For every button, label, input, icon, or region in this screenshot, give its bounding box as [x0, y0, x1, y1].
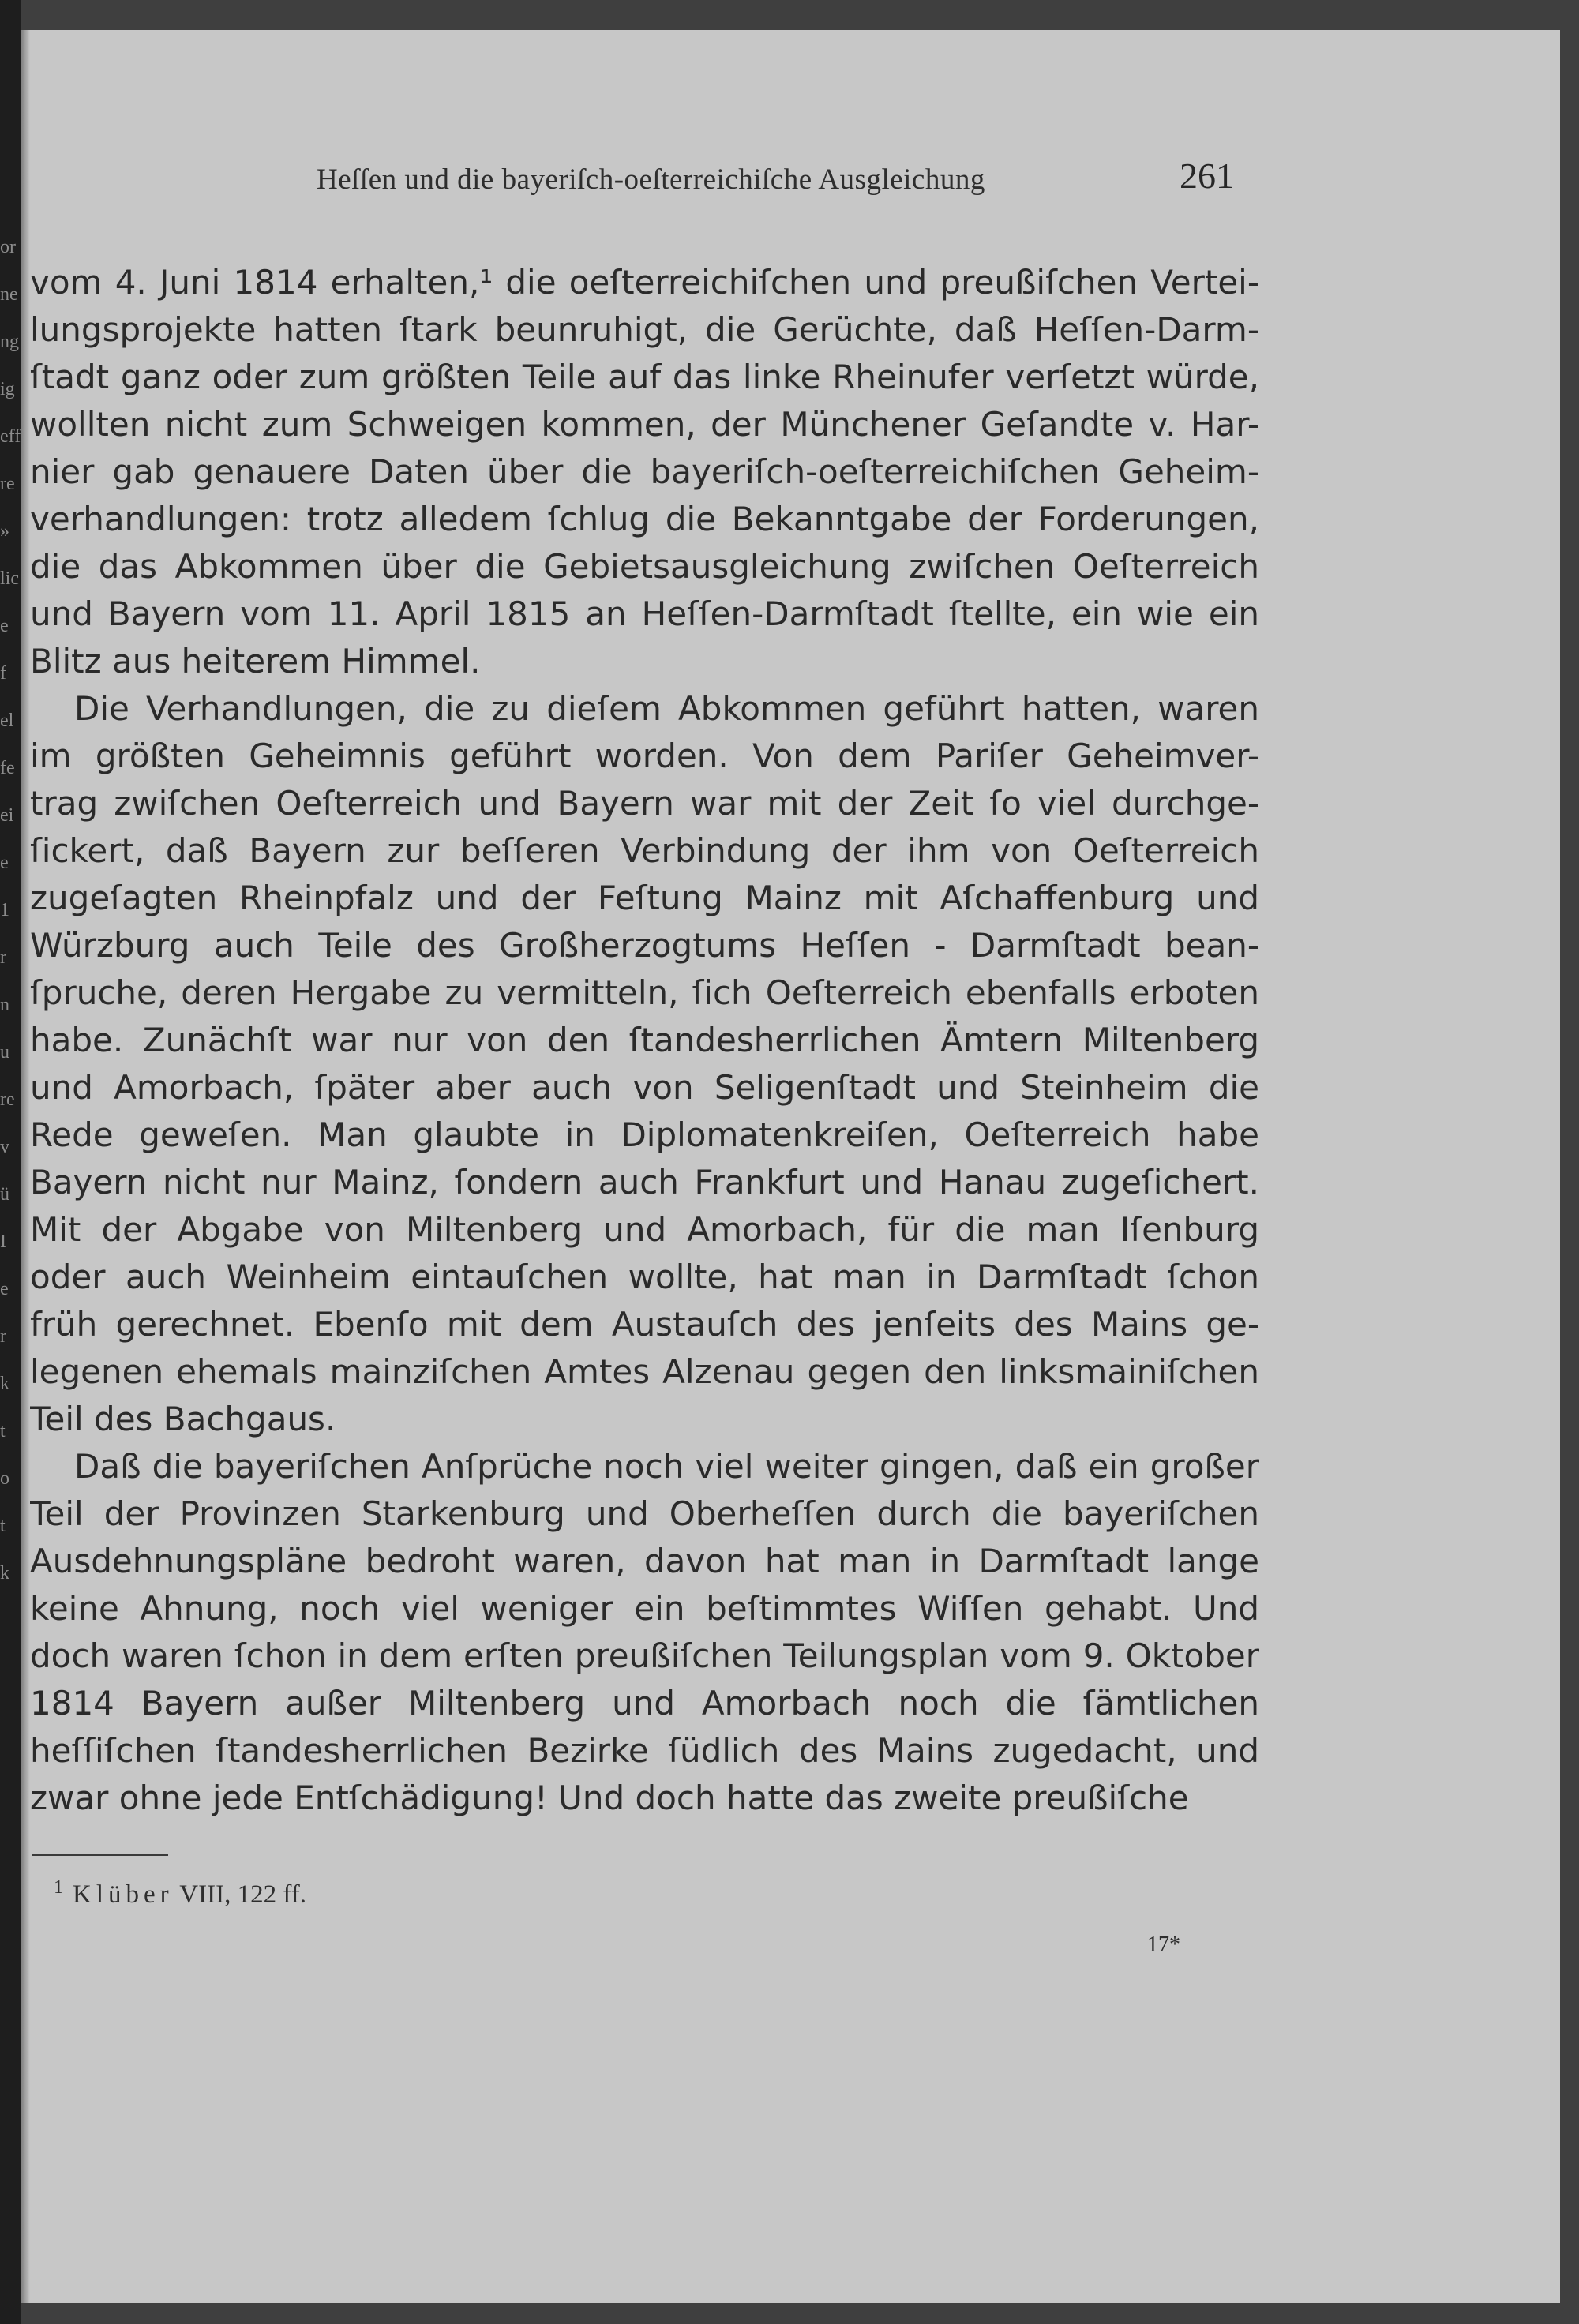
margin-fragment: n	[0, 995, 9, 1015]
footnote-rule	[32, 1854, 168, 1856]
running-head: Heſſen und die bayeriſch-oeſterreichiſche Ausgleichung	[317, 163, 985, 196]
text-line: wollten nicht zum Schweigen kommen, der Münchener Geſandte v. Har-	[30, 405, 1259, 444]
text-line: trag zwiſchen Oeſterreich und Bayern war mit der Zeit ſo viel durchge-	[30, 784, 1259, 823]
text-line: und Amorbach, ſpäter aber auch von Seligenſtadt und Steinheim die	[30, 1068, 1259, 1107]
text-line: früh gerechnet. Ebenſo mit dem Austauſch des jenſeits des Mains ge-	[30, 1305, 1259, 1344]
margin-fragment: fe	[0, 758, 15, 778]
text-line: verhandlungen: trotz alledem ſchlug die Bekanntgabe der Forderungen,	[30, 500, 1259, 538]
text-line: Rede geweſen. Man glaubte in Diplomatenkreiſen, Oeſterreich habe	[30, 1115, 1259, 1154]
text-line: Bayern nicht nur Mainz, ſondern auch Frankfurt und Hanau zugeſichert.	[30, 1163, 1259, 1201]
margin-fragment: I	[0, 1231, 6, 1252]
margin-fragment: 1	[0, 900, 9, 920]
margin-fragment: lic	[0, 568, 19, 589]
text-line: Ausdehnungspläne bedroht waren, davon hat man in Darmſtadt lange	[30, 1542, 1259, 1580]
margin-fragment: e	[0, 853, 9, 873]
margin-fragment: k	[0, 1563, 9, 1584]
text-line: Teil des Bachgaus.	[30, 1400, 336, 1438]
text-line: zugeſagten Rheinpfalz und der Feſtung Mainz mit Aſchaffenburg und	[30, 879, 1259, 917]
text-line: zwar ohne jede Entſchädigung! Und doch hatte das zweite preußiſche	[30, 1779, 1189, 1817]
margin-fragment: »	[0, 521, 9, 542]
margin-fragment: r	[0, 1326, 6, 1347]
margin-fragment: ne	[0, 284, 18, 305]
footnote	[54, 1877, 306, 1910]
margin-fragment: or	[0, 237, 16, 257]
margin-fragment: el	[0, 710, 14, 731]
margin-fragment: u	[0, 1042, 9, 1063]
page-number: 261	[1180, 156, 1234, 196]
book-page	[21, 30, 1560, 2303]
text-line: nier gab genauere Daten über die bayeriſch-oeſterreichiſchen Geheim-	[30, 452, 1259, 491]
footnote-reference: VIII, 122 ff.	[179, 1880, 306, 1909]
text-line: Teil der Provinzen Starkenburg und Oberheſſen durch die bayeriſchen	[30, 1494, 1259, 1533]
text-line: die das Abkommen über die Gebietsausgleichung zwiſchen Oeſterreich	[30, 547, 1259, 586]
text-line: habe. Zunächſt war nur von den ſtandesherrlichen Ämtern Miltenberg	[30, 1021, 1259, 1059]
text-line: Daß die bayeriſchen Anſprüche noch viel weiter gingen, daß ein großer	[74, 1447, 1259, 1486]
margin-fragment: ei	[0, 805, 14, 826]
text-line: ſickert, daß Bayern zur beſſeren Verbindung der ihm von Oeſterreich	[30, 831, 1259, 870]
text-line: heſſiſchen ſtandesherrlichen Bezirke ſüdlich des Mains zugedacht, und	[30, 1731, 1259, 1770]
text-line: und Bayern vom 11. April 1815 an Heſſen-Darmſtadt ſtellte, ein wie ein	[30, 594, 1259, 633]
text-line: ſtadt ganz oder zum größten Teile auf das linke Rheinufer verſetzt würde,	[30, 358, 1259, 396]
margin-fragment: r	[0, 947, 6, 968]
margin-fragment: eff	[0, 426, 21, 447]
margin-fragment: re	[0, 474, 15, 494]
margin-fragment: e	[0, 616, 9, 636]
page-gutter-shadow	[21, 30, 30, 2303]
margin-fragment: re	[0, 1089, 15, 1110]
text-line: vom 4. Juni 1814 erhalten,¹ die oeſterreichiſchen und preußiſchen Vertei-	[30, 263, 1259, 302]
text-line: ſpruche, deren Hergabe zu vermitteln, ſich Oeſterreich ebenfalls erboten	[30, 973, 1259, 1012]
margin-fragment: v	[0, 1137, 9, 1157]
scan-left-edge	[0, 0, 21, 2324]
text-line: Die Verhandlungen, die zu dieſem Abkommen geführt hatten, waren	[74, 689, 1259, 728]
margin-fragment: ng	[0, 332, 19, 352]
text-line: Würzburg auch Teile des Großherzogtums Heſſen - Darmſtadt bean-	[30, 926, 1259, 965]
text-line: keine Ahnung, noch viel weniger ein beſtimmtes Wiſſen gehabt. Und	[30, 1589, 1259, 1628]
margin-fragment: ü	[0, 1184, 9, 1205]
margin-fragment: t	[0, 1516, 6, 1536]
text-line: im größten Geheimnis geführt worden. Von dem Pariſer Geheimver-	[30, 737, 1259, 775]
margin-fragment: ig	[0, 379, 15, 399]
text-line: legenen ehemals mainziſchen Amtes Alzenau gegen den linksmainiſchen	[30, 1352, 1259, 1391]
footnote-marker: 1	[54, 1877, 63, 1898]
text-line: doch waren ſchon in dem erſten preußiſchen Teilungsplan vom 9. Oktober	[30, 1636, 1259, 1675]
text-line: 1814 Bayern außer Miltenberg und Amorbach noch die ſämtlichen	[30, 1684, 1259, 1722]
text-line: lungsprojekte hatten ſtark beunruhigt, die Gerüchte, daß Heſſen-Darm-	[30, 310, 1259, 349]
margin-fragment: o	[0, 1468, 9, 1489]
signature-mark: 17*	[1147, 1932, 1180, 1957]
margin-fragment: f	[0, 663, 6, 684]
body-text	[30, 259, 1259, 1822]
margin-fragment: k	[0, 1374, 9, 1394]
text-line: Blitz aus heiterem Himmel.	[30, 642, 481, 680]
margin-fragment: t	[0, 1421, 6, 1441]
text-line: Mit der Abgabe von Miltenberg und Amorbach, für die man Iſenburg	[30, 1210, 1259, 1249]
footnote-author: Klüber	[73, 1880, 174, 1909]
text-line: oder auch Weinheim eintauſchen wollte, hat man in Darmſtadt ſchon	[30, 1258, 1259, 1296]
margin-fragment: e	[0, 1279, 9, 1299]
